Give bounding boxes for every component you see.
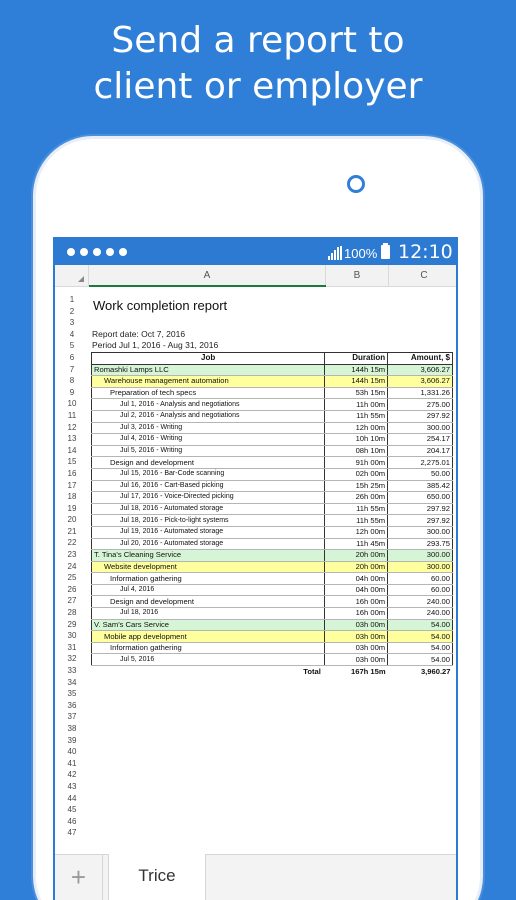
report-table <box>91 352 453 677</box>
row-number[interactable]: 15 <box>67 457 77 467</box>
amount-cell[interactable]: 300.00 <box>388 526 453 538</box>
job-cell[interactable]: Jul 20, 2016 - Automated storage <box>92 538 325 550</box>
amount-cell[interactable]: 297.92 <box>388 515 453 527</box>
amount-cell[interactable]: 3,606.27 <box>388 376 453 388</box>
table-row <box>92 573 453 585</box>
job-cell[interactable]: Jul 1, 2016 - Analysis and negotiations <box>92 399 325 411</box>
duration-cell[interactable]: 20h 00m <box>325 561 388 573</box>
duration-cell[interactable]: 04h 00m <box>325 584 388 596</box>
amount-cell[interactable]: 54.00 <box>388 619 453 631</box>
duration-cell[interactable]: 144h 15m <box>325 376 388 388</box>
column-header-bar <box>55 265 458 287</box>
total-amount[interactable]: 3,960.27 <box>420 666 451 676</box>
headline-line-1: Send a report to <box>111 20 405 61</box>
job-cell[interactable]: Jul 4, 2016 <box>92 584 325 596</box>
row-number[interactable]: 46 <box>67 816 77 826</box>
table-header-row <box>92 353 453 365</box>
duration-cell[interactable]: 03h 00m <box>325 654 388 666</box>
amount-cell[interactable]: 54.00 <box>388 631 453 643</box>
row-number[interactable]: 42 <box>67 770 77 780</box>
row-number[interactable]: 2 <box>69 306 75 316</box>
job-cell[interactable]: Jul 19, 2016 - Automated storage <box>92 526 325 538</box>
amount-cell[interactable]: 1,331.26 <box>388 387 453 399</box>
job-cell[interactable]: Jul 15, 2016 - Bar-Code scanning <box>92 468 325 480</box>
table-row <box>92 538 453 550</box>
duration-cell[interactable]: 20h 00m <box>325 550 388 562</box>
battery-percent: 100% <box>344 246 378 261</box>
row-number[interactable]: 17 <box>67 480 77 490</box>
duration-cell[interactable]: 10h 10m <box>325 434 388 446</box>
phone-screen <box>53 237 458 900</box>
amount-cell[interactable]: 650.00 <box>388 492 453 504</box>
row-number[interactable]: 28 <box>67 608 77 618</box>
report-date[interactable]: Report date: Oct 7, 2016 <box>92 328 186 339</box>
row-number[interactable]: 34 <box>67 677 77 687</box>
table-row <box>92 445 453 457</box>
row-number[interactable]: 19 <box>67 503 77 513</box>
duration-cell[interactable]: 11h 55m <box>325 410 388 422</box>
headline-line-2: client or employer <box>93 66 423 107</box>
row-number[interactable]: 10 <box>67 399 77 409</box>
table-row <box>92 608 453 620</box>
row-number[interactable]: 41 <box>67 758 77 768</box>
duration-cell[interactable]: 03h 00m <box>325 642 388 654</box>
row-number[interactable]: 1 <box>69 295 75 304</box>
row-number[interactable]: 31 <box>67 642 77 652</box>
table-row <box>92 376 453 388</box>
table-row <box>92 364 453 376</box>
amount-cell[interactable]: 204.17 <box>388 445 453 457</box>
table-row <box>92 434 453 446</box>
row-number[interactable]: 30 <box>67 631 77 641</box>
row-number[interactable]: 43 <box>67 781 77 791</box>
duration-cell[interactable]: 02h 00m <box>325 468 388 480</box>
row-number[interactable]: 26 <box>67 584 77 594</box>
row-number[interactable]: 32 <box>67 654 77 664</box>
amount-cell[interactable]: 275.00 <box>388 399 453 411</box>
amount-cell[interactable]: 300.00 <box>388 561 453 573</box>
duration-cell[interactable]: 11h 55m <box>325 515 388 527</box>
job-cell[interactable]: T. Tina's Cleaning Service <box>92 550 325 562</box>
row-number[interactable]: 40 <box>67 747 77 757</box>
select-all-corner[interactable] <box>55 265 89 287</box>
job-cell[interactable]: Jul 18, 2016 <box>92 608 325 620</box>
job-cell[interactable]: Jul 18, 2016 - Pick-to-light systems <box>92 515 325 527</box>
row-number[interactable]: 24 <box>67 561 77 571</box>
duration-cell[interactable]: 11h 00m <box>325 399 388 411</box>
duration-cell[interactable]: 11h 45m <box>325 538 388 550</box>
status-bar <box>55 239 456 265</box>
row-number[interactable]: 21 <box>67 526 77 536</box>
row-number[interactable]: 20 <box>67 515 77 525</box>
notification-dots-icon <box>67 248 127 256</box>
amount-cell[interactable]: 297.92 <box>388 503 453 515</box>
row-number[interactable]: 16 <box>67 468 77 478</box>
table-row <box>92 468 453 480</box>
table-row <box>92 492 453 504</box>
table-row <box>92 642 453 654</box>
table-row <box>92 387 453 399</box>
row-number[interactable]: 5 <box>69 341 75 351</box>
row-number[interactable]: 35 <box>67 689 77 699</box>
job-cell[interactable]: Jul 18, 2016 - Automated storage <box>92 503 325 515</box>
row-number[interactable]: 47 <box>67 828 77 838</box>
sheet-tab-trice[interactable]: Trice <box>108 854 206 900</box>
row-number[interactable]: 29 <box>67 619 77 629</box>
header-job[interactable]: Job <box>92 353 325 365</box>
table-row <box>92 410 453 422</box>
column-header-a[interactable]: A <box>89 265 326 287</box>
column-a-active-indicator <box>89 285 326 287</box>
job-cell[interactable]: Jul 16, 2016 - Cart-Based picking <box>92 480 325 492</box>
row-number[interactable]: 22 <box>67 538 77 548</box>
job-cell[interactable]: Information gathering <box>92 642 325 654</box>
table-row <box>92 631 453 643</box>
table-row <box>92 550 453 562</box>
amount-cell[interactable]: 240.00 <box>388 608 453 620</box>
job-cell[interactable]: Romashki Lamps LLC <box>92 364 325 376</box>
amount-cell[interactable]: 385.42 <box>388 480 453 492</box>
job-cell[interactable]: Website development <box>92 561 325 573</box>
row-number[interactable]: 23 <box>67 550 77 560</box>
amount-cell[interactable]: 293.75 <box>388 538 453 550</box>
duration-cell[interactable]: 53h 15m <box>325 387 388 399</box>
job-cell[interactable]: Jul 17, 2016 - Voice-Directed picking <box>92 492 325 504</box>
row-number[interactable]: 45 <box>67 805 77 815</box>
job-cell[interactable]: V. Sam's Cars Service <box>92 619 325 631</box>
table-row <box>92 584 453 596</box>
row-number[interactable]: 9 <box>69 387 75 397</box>
table-row <box>92 561 453 573</box>
amount-cell[interactable]: 254.17 <box>388 434 453 446</box>
job-cell[interactable]: Jul 5, 2016 <box>92 654 325 666</box>
table-row <box>92 515 453 527</box>
row-number[interactable]: 37 <box>67 712 77 722</box>
row-number[interactable]: 12 <box>67 422 77 432</box>
row-number[interactable]: 33 <box>67 666 77 675</box>
amount-cell[interactable]: 2,275.01 <box>388 457 453 469</box>
row-number[interactable]: 25 <box>67 573 77 583</box>
amount-cell[interactable]: 3,606.27 <box>388 364 453 376</box>
header-amount[interactable]: Amount, $ <box>388 353 453 365</box>
add-sheet-button[interactable]: + <box>55 855 103 900</box>
table-row <box>92 399 453 411</box>
amount-cell[interactable]: 54.00 <box>388 654 453 666</box>
job-cell[interactable]: Jul 5, 2016 - Writing <box>92 445 325 457</box>
column-header-b[interactable]: B <box>326 265 389 287</box>
row-number-column <box>55 294 89 839</box>
row-number[interactable]: 38 <box>67 723 77 733</box>
amount-cell[interactable]: 60.00 <box>388 573 453 585</box>
row-number[interactable]: 8 <box>69 376 75 386</box>
row-number[interactable]: 11 <box>67 410 77 420</box>
amount-cell[interactable]: 300.00 <box>388 550 453 562</box>
battery-icon <box>381 245 390 259</box>
total-duration[interactable]: 167h 15m <box>351 666 386 676</box>
amount-cell[interactable]: 54.00 <box>388 642 453 654</box>
table-row <box>92 480 453 492</box>
row-number[interactable]: 7 <box>69 364 75 374</box>
row-number[interactable]: 36 <box>67 700 77 710</box>
signal-icon <box>328 246 342 260</box>
row-number[interactable]: 14 <box>67 445 77 455</box>
table-row <box>92 457 453 469</box>
amount-cell[interactable]: 50.00 <box>388 468 453 480</box>
row-number[interactable]: 18 <box>67 492 77 502</box>
row-number[interactable]: 3 <box>69 318 75 328</box>
duration-cell[interactable]: 16h 00m <box>325 596 388 608</box>
amount-cell[interactable]: 60.00 <box>388 584 453 596</box>
job-cell[interactable]: Design and development <box>92 596 325 608</box>
row-number[interactable]: 6 <box>69 352 75 362</box>
job-cell[interactable]: Jul 3, 2016 - Writing <box>92 422 325 434</box>
duration-cell[interactable]: 144h 15m <box>325 364 388 376</box>
duration-cell[interactable]: 12h 00m <box>325 526 388 538</box>
total-label[interactable]: Total <box>303 666 321 676</box>
table-row <box>92 619 453 631</box>
headline <box>0 18 516 110</box>
amount-cell[interactable]: 300.00 <box>388 422 453 434</box>
total-row <box>92 666 453 678</box>
select-all-icon <box>78 276 84 282</box>
table-row <box>92 422 453 434</box>
amount-cell[interactable]: 240.00 <box>388 596 453 608</box>
job-cell[interactable]: Jul 4, 2016 - Writing <box>92 434 325 446</box>
duration-cell[interactable]: 08h 10m <box>325 445 388 457</box>
status-time: 12:10 <box>398 241 453 263</box>
duration-cell[interactable]: 11h 55m <box>325 503 388 515</box>
job-cell[interactable]: Preparation of tech specs <box>92 387 325 399</box>
row-number[interactable]: 4 <box>69 329 75 339</box>
amount-cell[interactable]: 297.92 <box>388 410 453 422</box>
duration-cell[interactable]: 91h 00m <box>325 457 388 469</box>
job-cell[interactable]: Information gathering <box>92 573 325 585</box>
duration-cell[interactable]: 12h 00m <box>325 422 388 434</box>
duration-cell[interactable]: 04h 00m <box>325 573 388 585</box>
sheet-tab-bar <box>55 854 458 900</box>
report-period[interactable]: Period Jul 1, 2016 - Aug 31, 2016 <box>92 340 219 351</box>
row-number[interactable]: 44 <box>67 793 77 803</box>
duration-cell[interactable]: 16h 00m <box>325 608 388 620</box>
duration-cell[interactable]: 15h 25m <box>325 480 388 492</box>
table-row <box>92 596 453 608</box>
row-number[interactable]: 39 <box>67 735 77 745</box>
job-cell[interactable]: Mobile app development <box>92 631 325 643</box>
report-title[interactable]: Work completion report <box>93 298 228 313</box>
table-row <box>92 526 453 538</box>
column-header-c[interactable]: C <box>389 265 458 287</box>
row-number[interactable]: 13 <box>67 434 77 444</box>
job-cell[interactable]: Design and development <box>92 457 325 469</box>
header-duration[interactable]: Duration <box>325 353 388 365</box>
row-number[interactable]: 27 <box>67 596 77 606</box>
duration-cell[interactable]: 03h 00m <box>325 619 388 631</box>
duration-cell[interactable]: 26h 00m <box>325 492 388 504</box>
job-cell[interactable]: Warehouse management automation <box>92 376 325 388</box>
job-cell[interactable]: Jul 2, 2016 - Analysis and negotiations <box>92 410 325 422</box>
duration-cell[interactable]: 03h 00m <box>325 631 388 643</box>
camera-icon <box>347 175 365 193</box>
table-row <box>92 503 453 515</box>
table-row <box>92 654 453 666</box>
